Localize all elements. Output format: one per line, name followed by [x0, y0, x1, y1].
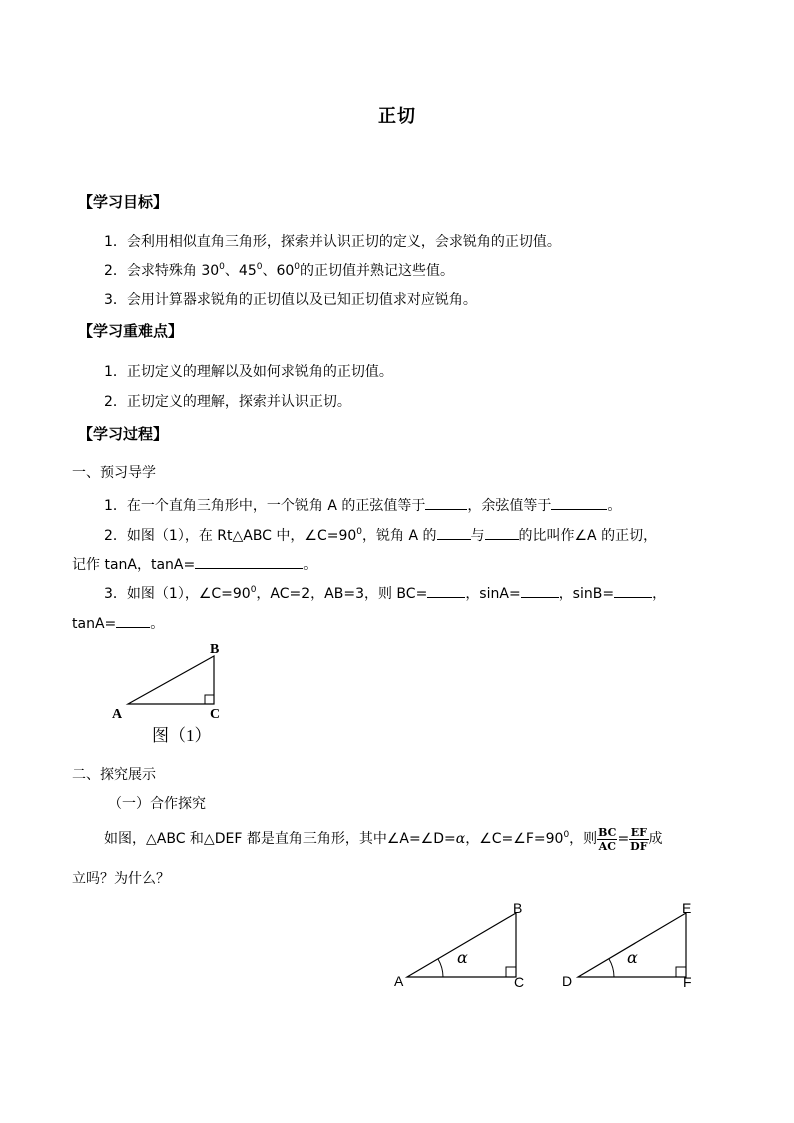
vertex-label-f: F: [683, 974, 692, 990]
goal-1: 1．会利用相似直角三角形，探索并认识正切的定义，会求锐角的正切值。: [104, 234, 561, 250]
preview-header: 一、预习导学: [72, 465, 156, 481]
explore-question-cont: 立吗？为什么？: [72, 871, 170, 887]
answer-blank[interactable]: [551, 496, 607, 510]
fraction-bc-ac: $\frac{BC}{AC}$: [598, 825, 617, 853]
section-header-goals: 【学习目标】: [78, 193, 169, 211]
right-angle-mark: [205, 695, 214, 704]
question-3: 3．如图（1），$\angle C=90^0$，AC=2，AB=3，则 BC= ，sinA= ，sinB= ，: [104, 585, 667, 602]
angle-arc: [438, 959, 443, 977]
section-header-key-points: 【学习重难点】: [78, 322, 184, 340]
vertex-label-a: A: [112, 707, 123, 722]
answer-blank[interactable]: [425, 496, 467, 510]
vertex-label-b: B: [513, 900, 523, 916]
answer-blank[interactable]: [195, 555, 303, 569]
answer-blank[interactable]: [521, 584, 559, 598]
question-3-cont: tanA= 。: [72, 616, 165, 632]
vertex-label-c: C: [210, 707, 221, 722]
key-point-1: 1．正切定义的理解以及如何求锐角的正切值。: [104, 364, 393, 380]
answer-blank[interactable]: [614, 584, 652, 598]
goal-2: 2．会求特殊角 $30^0$、$45^0$、$60^0$的正切值并熟记这些值。: [104, 262, 455, 279]
vertex-label-a: A: [394, 973, 404, 989]
explore-header: 二、探究展示: [72, 767, 156, 783]
figure-2-triangles: [385, 895, 715, 995]
question-2: 2．如图（1），在 Rt△ABC 中，$\angle C=90^0$，锐角 A 的 与 的比叫作∠A 的正切，: [104, 527, 658, 544]
answer-blank[interactable]: [427, 584, 465, 598]
vertex-label-d: D: [562, 973, 573, 989]
goal-3: 3．会用计算器求锐角的正切值以及已知正切值求对应锐角。: [104, 292, 477, 308]
explore-question: 如图，△ABC 和△DEF 都是直角三角形，其中∠A=∠D=α，$\angle C=\angle F=90^0$，则 $\frac{BC}{AC}$ = $\frac{EF}{DF}$ 成: [104, 825, 663, 853]
triangle-abc: [128, 656, 214, 704]
page-title: 正切: [378, 106, 416, 127]
figure-caption: 图（1）: [152, 726, 212, 745]
vertex-label-b: B: [210, 642, 220, 657]
angle-arc: [609, 959, 614, 977]
vertex-label-c: C: [514, 974, 525, 990]
figure-1-triangle: [100, 636, 240, 752]
answer-blank[interactable]: [437, 526, 471, 540]
vertex-label-e: E: [682, 900, 692, 916]
fraction-ef-df: $\frac{EF}{DF}$: [630, 825, 648, 853]
angle-label-alpha: α: [627, 948, 638, 967]
question-2-cont: 记作 tanA，tanA= 。: [72, 557, 318, 573]
answer-blank[interactable]: [116, 614, 150, 628]
section-header-process: 【学习过程】: [78, 425, 169, 443]
answer-blank[interactable]: [485, 526, 519, 540]
angle-label-alpha: α: [457, 948, 468, 967]
question-1: 1．在一个直角三角形中，一个锐角 A 的正弦值等于 ，余弦值等于 。: [104, 498, 622, 514]
explore-subheader: （一）合作探究: [108, 796, 206, 812]
triangle-def: [578, 913, 686, 977]
key-point-2: 2．正切定义的理解，探索并认识正切。: [104, 394, 351, 410]
triangle-abc: [407, 913, 516, 977]
